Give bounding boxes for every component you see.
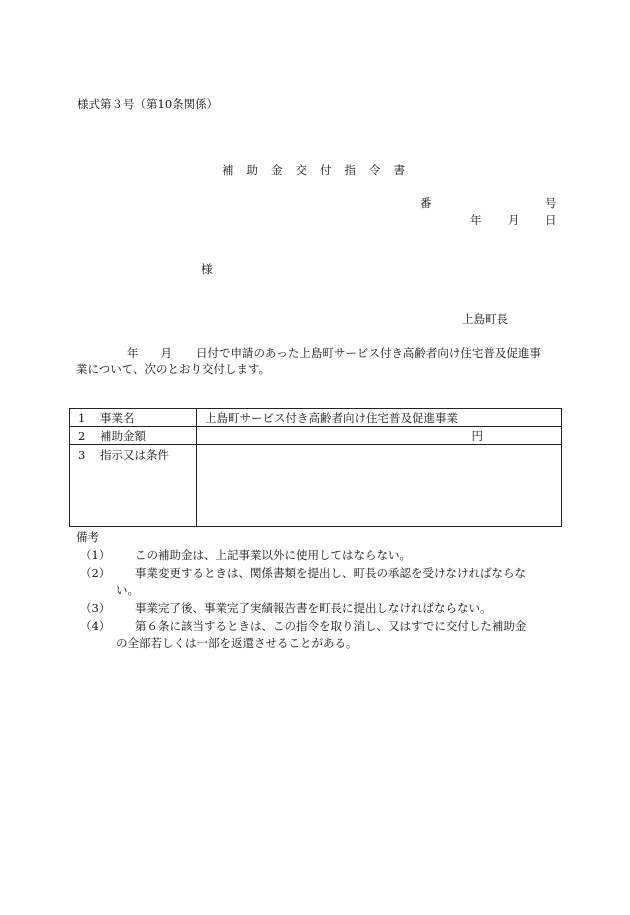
project-name-value: 上島町サービス付き高齢者向け住宅普及促進事業 [197,409,562,427]
note-number: （2） [80,566,111,580]
row-label-cell [70,409,197,427]
row-label-cell [70,427,197,445]
body-year: 年 [127,346,139,360]
row-label-cell [70,445,197,527]
title-char: 交 [295,163,307,177]
date-year-label: 年 [470,213,482,227]
note-continuation: い。 [116,583,139,597]
note-text: 事業完了後、事業完了実績報告書を町長に提出しなければならない。 [135,601,492,615]
issuer-name: 上島町長 [462,312,508,326]
body-month: 月 [160,346,172,360]
date-day-label: 日 [545,213,557,227]
conditions-value [197,445,562,527]
row-label: 補助金額 [100,429,146,443]
note-continuation: の全部若しくは一部を返還させることがある。 [116,636,358,650]
form-label: 様式第３号（第10条関係） [77,97,219,111]
note-number: （3） [80,601,111,615]
row-number: 3 [78,448,86,462]
grant-info-table [69,408,562,527]
row-label: 指示又は条件 [100,448,169,462]
title-char: 指 [344,163,356,177]
title-char: 令 [369,163,381,177]
table-row [70,427,562,445]
date-month-label: 月 [508,213,520,227]
body-text-line1 [127,348,541,360]
title-char: 補 [222,163,234,177]
note-text: 第６条に該当するときは、この指令を取り消し、又はすでに交付した補助金 [135,619,527,633]
note-text: この補助金は、上記事業以外に使用してはならない。 [135,548,411,562]
amount-cell [197,427,562,445]
number-prefix: 番 [420,196,432,210]
body-text-line2: 業について、次のとおり交付します。 [76,362,271,376]
title-char: 付 [320,163,332,177]
table-row [70,445,562,527]
row-number: 2 [78,429,86,443]
yen-unit: 円 [471,429,483,443]
note-number: （1） [80,548,111,562]
row-label: 事業名 [100,411,135,425]
table-row [70,409,562,427]
addressee-suffix: 様 [201,262,213,276]
notes-heading: 備考 [76,530,99,544]
body-text-rest: 日付で申請のあった上島町サービス付き高齢者向け住宅普及促進事 [196,346,541,360]
note-number: （4） [80,619,111,633]
row-number: 1 [78,411,86,425]
title-char: 書 [393,163,405,177]
document-title [222,165,418,177]
number-suffix: 号 [545,196,557,210]
note-text: 事業変更するときは、関係書類を提出し、町長の承認を受けなければならな [135,566,526,580]
title-char: 金 [271,163,283,177]
title-char: 助 [246,163,258,177]
